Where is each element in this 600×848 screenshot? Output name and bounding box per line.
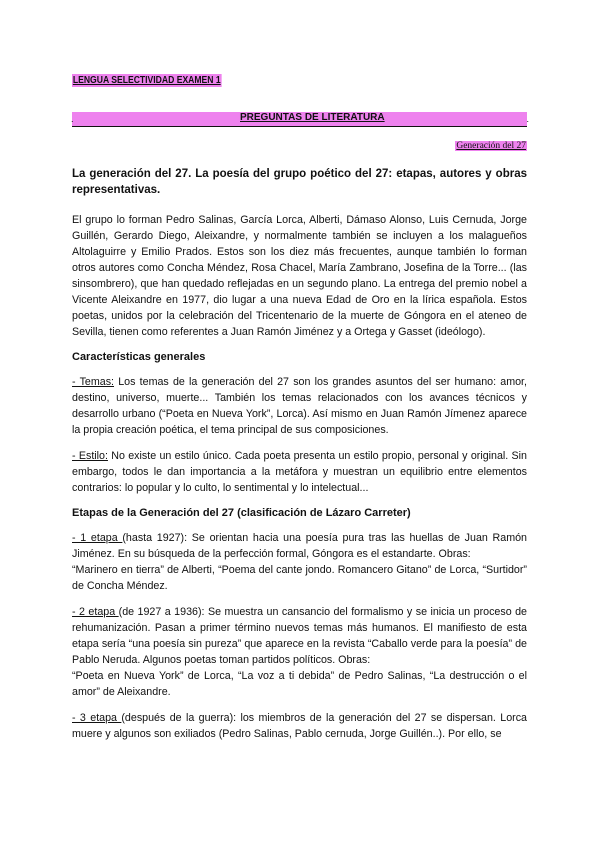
characteristics-heading: Características generales (72, 351, 206, 363)
estilo-label: - Estilo: (72, 450, 108, 462)
stage1-text: (hasta 1927): Se orientan hacia una poesía pura tras las huellas de Juan Ramón Jiménez. En su búsqueda de la perfección formal, Góngora es el estandarte. Obras: (72, 532, 527, 560)
stage2-text: (de 1927 a 1936): Se muestra un cansancio del formalismo y se inicia un proceso de rehumanización. Pasan a primer término nuevos temas más humanos. El manifiesto de esta etapa sería “una poesía sin pureza” que aparece en la revista “Caballo verde para la poesía” de Pablo Neruda. Algunos poetas toman partidos políticos. Obras: (72, 606, 528, 666)
temas-paragraph (72, 374, 527, 438)
temas-text: Los temas de la generación del 27 son los grandes asuntos del ser humano: amor, destino, universo, muerte... También los temas relacionados con los avances técnicos y desarrollo urbano (“Poeta en Nueva York”, Lorca). Así mismo en Juan Ramón Jímenez aparece la propia creación poética, el tema principal de sus composiciones. (72, 376, 527, 436)
estilo-text: No existe un estilo único. Cada poeta presenta un estilo propio, personal y original. Sin embargo, todos le dan importancia a la metáfora y muestran un equilibrio entre elementos contrarios: lo popular y lo culto, lo sentimental y lo intelectual... (72, 450, 527, 494)
topic-badge: Generación del 27 (456, 141, 526, 151)
stage1-works: “Marinero en tierra” de Alberti, “Poema del cante jondo. Romancero Gitano” de Lorca, “Surtidor” de Concha Méndez. (72, 564, 527, 592)
temas-label: - Temas: (72, 376, 115, 388)
estilo-paragraph (72, 448, 527, 496)
document-body (72, 166, 527, 752)
stage2-works: “Poeta en Nueva York” de Lorca, “La voz a ti debida” de Pedro Salinas, “La destrucción o el amor” de Aleixandre. (72, 670, 527, 698)
section-header-bar (72, 112, 527, 127)
bar-right-dot: . (526, 114, 529, 124)
stage3-label: - 3 etapa (72, 712, 122, 724)
intro-paragraph: El grupo lo forman Pedro Salinas, García Lorca, Alberti, Dámaso Alonso, Luis Cernuda, Jorge Guillén, Gerardo Diego, Aleixandre, y normalmente también se incluyen a los malagueños Altolaguirre y Emilio Prados. Estos son los diez más frecuentes, aunque también lo forman otros autores como Concha Méndez, Rosa Chacel, María Zambrano, Josefina de la Torre... (las sinsombrero), que han quedado reflejadas en un segundo plano. La entrega del premio nobel a Vicente Aleixandre en 1977, dio lugar a una nueva Edad de Oro en la lírica española. Estos poetas, unidos por la celebración del Tricentenario de la muerte de Góngora en el ateneo de Sevilla, tienen como referentes a Juan Ramón Jiménez y a Ortega y Gasset (ideólogo). (72, 214, 527, 338)
question-title: La generación del 27. La poesía del grupo poético del 27: etapas, autores y obras representativas. (72, 168, 527, 196)
section-title: PREGUNTAS DE LITERATURA (240, 112, 385, 123)
stage1-label: - 1 etapa (72, 532, 123, 544)
bar-left-dot: . (71, 114, 74, 124)
stage3-paragraph (72, 710, 527, 742)
stages-heading: Etapas de la Generación del 27 (clasificación de Lázaro Carreter) (72, 507, 411, 519)
course-label: LENGUA SELECTIVIDAD EXAMEN 1 (72, 75, 221, 86)
stage3-text: (después de la guerra): los miembros de la generación del 27 se dispersan. Lorca muere y algunos son exiliados (Pedro Salinas, Pablo cernuda, Jorge Guillén..). Por ello, se (72, 712, 527, 740)
stage1-paragraph (72, 530, 527, 594)
stage2-paragraph (72, 604, 527, 700)
stage2-label: - 2 etapa (72, 606, 119, 618)
